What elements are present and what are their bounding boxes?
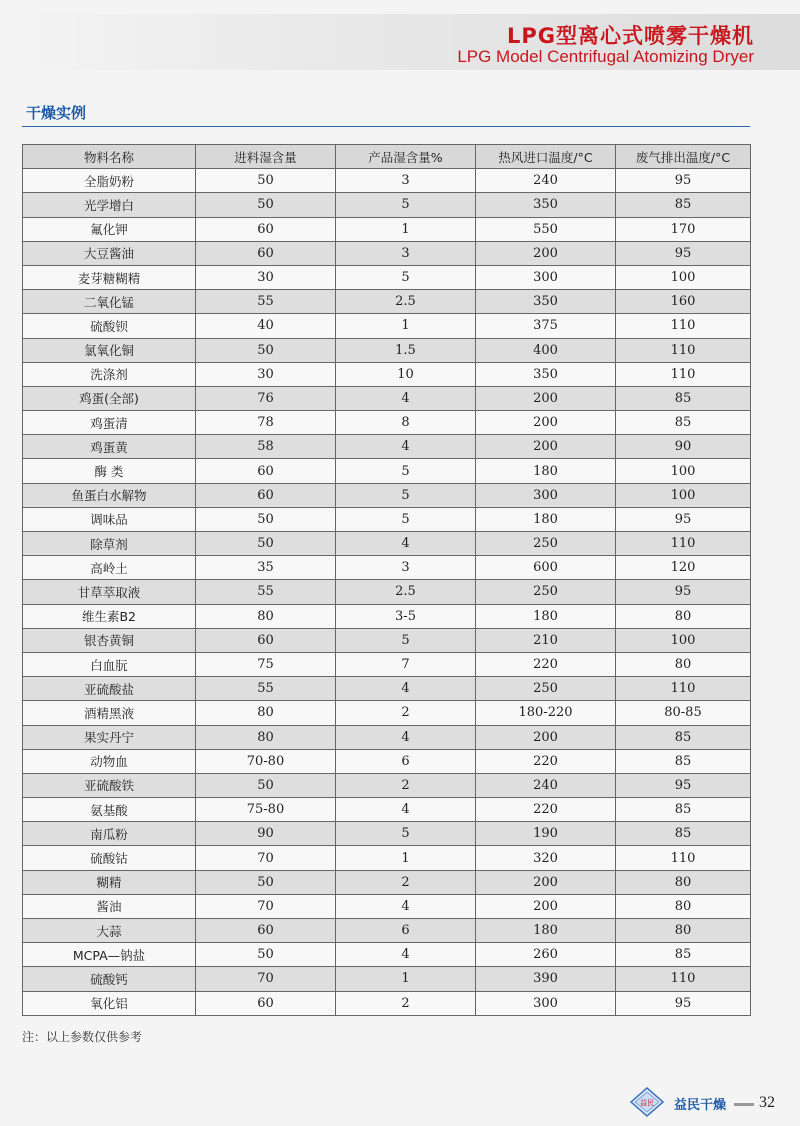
- table-cell: 350: [476, 362, 616, 386]
- material-name-cell: 动物血: [23, 749, 196, 773]
- table-row: [23, 604, 751, 628]
- page-title-cn: LPG型离心式喷雾干燥机: [506, 24, 754, 48]
- table-cell: 2.5: [336, 290, 476, 314]
- table-cell: 220: [476, 652, 616, 676]
- table-header-row: [23, 145, 751, 169]
- table-cell: 3: [336, 241, 476, 265]
- table-cell: 85: [616, 386, 751, 410]
- table-row: [23, 362, 751, 386]
- table-cell: 95: [616, 580, 751, 604]
- table-cell: 200: [476, 870, 616, 894]
- table-cell: 200: [476, 894, 616, 918]
- table-cell: 85: [616, 822, 751, 846]
- table-row: [23, 217, 751, 241]
- table-cell: 120: [616, 556, 751, 580]
- table-row: [23, 386, 751, 410]
- table-cell: 80: [616, 919, 751, 943]
- table-cell: 6: [336, 919, 476, 943]
- table-cell: 95: [616, 991, 751, 1015]
- table-cell: 110: [616, 362, 751, 386]
- table-cell: 50: [196, 773, 336, 797]
- page-title-en: LPG Model Centrifugal Atomizing Dryer: [457, 47, 754, 66]
- table-cell: 80: [196, 701, 336, 725]
- table-cell: 50: [196, 507, 336, 531]
- table-cell: 250: [476, 532, 616, 556]
- material-name-cell: MCPA—钠盐: [23, 943, 196, 967]
- table-row: [23, 943, 751, 967]
- material-name-cell: 硫酸钴: [23, 846, 196, 870]
- table-cell: 75-80: [196, 798, 336, 822]
- table-cell: 170: [616, 217, 751, 241]
- material-name-cell: 调味品: [23, 507, 196, 531]
- table-cell: 60: [196, 991, 336, 1015]
- table-body: [23, 169, 751, 1016]
- material-name-cell: 白血朊: [23, 652, 196, 676]
- material-name-cell: 鸡蛋清: [23, 411, 196, 435]
- table-cell: 240: [476, 169, 616, 193]
- table-cell: 100: [616, 483, 751, 507]
- table-cell: 85: [616, 749, 751, 773]
- table-cell: 75: [196, 652, 336, 676]
- table-cell: 4: [336, 532, 476, 556]
- table-cell: 35: [196, 556, 336, 580]
- footnote: 注：以上参数仅供参考: [22, 1030, 143, 1044]
- table-cell: 8: [336, 411, 476, 435]
- table-cell: 110: [616, 532, 751, 556]
- section-title: 干燥实例: [26, 104, 87, 122]
- table-cell: 4: [336, 435, 476, 459]
- table-cell: 85: [616, 193, 751, 217]
- table-cell: 4: [336, 943, 476, 967]
- table-cell: 55: [196, 580, 336, 604]
- table-row: [23, 532, 751, 556]
- material-name-cell: 光学增白: [23, 193, 196, 217]
- material-name-cell: 鸡蛋(全部): [23, 386, 196, 410]
- table-cell: 110: [616, 677, 751, 701]
- table-row: [23, 749, 751, 773]
- table-cell: 260: [476, 943, 616, 967]
- table-cell: 6: [336, 749, 476, 773]
- table-cell: 3: [336, 556, 476, 580]
- table-cell: 30: [196, 362, 336, 386]
- table-cell: 4: [336, 677, 476, 701]
- table-cell: 60: [196, 241, 336, 265]
- table-cell: 320: [476, 846, 616, 870]
- table-cell: 85: [616, 725, 751, 749]
- table-cell: 80: [616, 652, 751, 676]
- table-row: [23, 290, 751, 314]
- table-row: [23, 241, 751, 265]
- table-cell: 350: [476, 290, 616, 314]
- table-cell: 80: [616, 894, 751, 918]
- table-cell: 200: [476, 435, 616, 459]
- table-cell: 1: [336, 967, 476, 991]
- table-row: [23, 870, 751, 894]
- table-row: [23, 894, 751, 918]
- material-name-cell: 甘草萃取液: [23, 580, 196, 604]
- page-number: 32: [759, 1094, 775, 1111]
- table-cell: 2.5: [336, 580, 476, 604]
- table-cell: 50: [196, 943, 336, 967]
- table-cell: 80-85: [616, 701, 751, 725]
- material-name-cell: 麦芽糖糊精: [23, 265, 196, 289]
- table-cell: 7: [336, 652, 476, 676]
- table-cell: 78: [196, 411, 336, 435]
- table-cell: 60: [196, 628, 336, 652]
- table-cell: 50: [196, 870, 336, 894]
- table-cell: 3: [336, 169, 476, 193]
- table-row: [23, 725, 751, 749]
- table-cell: 85: [616, 411, 751, 435]
- table-row: [23, 677, 751, 701]
- table-cell: 1: [336, 217, 476, 241]
- section-divider: [22, 126, 750, 127]
- table-cell: 180: [476, 459, 616, 483]
- table-cell: 110: [616, 846, 751, 870]
- table-cell: 160: [616, 290, 751, 314]
- table-cell: 80: [196, 725, 336, 749]
- table-cell: 40: [196, 314, 336, 338]
- table-row: [23, 846, 751, 870]
- column-header: 进料湿含量: [196, 145, 336, 169]
- table-cell: 220: [476, 798, 616, 822]
- table-cell: 5: [336, 459, 476, 483]
- table-row: [23, 459, 751, 483]
- table-cell: 1: [336, 314, 476, 338]
- table-cell: 60: [196, 483, 336, 507]
- table-cell: 100: [616, 459, 751, 483]
- material-name-cell: 果实丹宁: [23, 725, 196, 749]
- table-row: [23, 435, 751, 459]
- table-cell: 5: [336, 193, 476, 217]
- table-row: [23, 580, 751, 604]
- table-cell: 4: [336, 386, 476, 410]
- table-cell: 4: [336, 798, 476, 822]
- material-name-cell: 鸡蛋黄: [23, 435, 196, 459]
- table-cell: 90: [616, 435, 751, 459]
- table-cell: 100: [616, 628, 751, 652]
- footer-brand: 益民干燥: [674, 1098, 727, 1113]
- table-cell: 95: [616, 507, 751, 531]
- table-cell: 200: [476, 386, 616, 410]
- table-cell: 70-80: [196, 749, 336, 773]
- table-cell: 50: [196, 169, 336, 193]
- table-cell: 390: [476, 967, 616, 991]
- material-name-cell: 亚硫酸盐: [23, 677, 196, 701]
- table-cell: 95: [616, 169, 751, 193]
- table-row: [23, 314, 751, 338]
- table-cell: 4: [336, 894, 476, 918]
- table-cell: 10: [336, 362, 476, 386]
- table-cell: 250: [476, 677, 616, 701]
- table-cell: 60: [196, 217, 336, 241]
- table-cell: 5: [336, 507, 476, 531]
- table-row: [23, 265, 751, 289]
- table-row: [23, 507, 751, 531]
- table-cell: 95: [616, 241, 751, 265]
- table-cell: 210: [476, 628, 616, 652]
- table-cell: 180-220: [476, 701, 616, 725]
- table-cell: 240: [476, 773, 616, 797]
- table-cell: 250: [476, 580, 616, 604]
- table-cell: 85: [616, 798, 751, 822]
- diamond-logo-icon: [630, 1087, 664, 1117]
- material-name-cell: 糊精: [23, 870, 196, 894]
- table-row: [23, 701, 751, 725]
- table-cell: 58: [196, 435, 336, 459]
- table-cell: 1.5: [336, 338, 476, 362]
- table-row: [23, 919, 751, 943]
- table-cell: 180: [476, 919, 616, 943]
- material-name-cell: 酒精黑液: [23, 701, 196, 725]
- table-cell: 180: [476, 604, 616, 628]
- footer-divider: [734, 1103, 754, 1106]
- table-cell: 70: [196, 846, 336, 870]
- table-row: [23, 628, 751, 652]
- table-cell: 200: [476, 411, 616, 435]
- table-row: [23, 773, 751, 797]
- table-row: [23, 169, 751, 193]
- table-cell: 85: [616, 943, 751, 967]
- table-row: [23, 991, 751, 1015]
- table-row: [23, 411, 751, 435]
- table-row: [23, 193, 751, 217]
- table-cell: 300: [476, 265, 616, 289]
- table-row: [23, 483, 751, 507]
- table-cell: 50: [196, 338, 336, 362]
- material-name-cell: 大豆酱油: [23, 241, 196, 265]
- table-row: [23, 822, 751, 846]
- material-name-cell: 洗涤剂: [23, 362, 196, 386]
- table-cell: 76: [196, 386, 336, 410]
- table-cell: 80: [616, 870, 751, 894]
- material-name-cell: 高岭土: [23, 556, 196, 580]
- material-name-cell: 氧化铝: [23, 991, 196, 1015]
- material-name-cell: 全脂奶粉: [23, 169, 196, 193]
- table-cell: 60: [196, 919, 336, 943]
- table-cell: 300: [476, 483, 616, 507]
- table-cell: 1: [336, 846, 476, 870]
- table-cell: 55: [196, 290, 336, 314]
- table-cell: 95: [616, 773, 751, 797]
- table-cell: 350: [476, 193, 616, 217]
- table-cell: 200: [476, 241, 616, 265]
- table-cell: 190: [476, 822, 616, 846]
- table-cell: 300: [476, 991, 616, 1015]
- table-cell: 2: [336, 773, 476, 797]
- table-cell: 110: [616, 314, 751, 338]
- table-cell: 80: [196, 604, 336, 628]
- material-name-cell: 酶 类: [23, 459, 196, 483]
- drying-examples-table: [22, 144, 751, 1016]
- table-cell: 50: [196, 532, 336, 556]
- table-cell: 5: [336, 483, 476, 507]
- material-name-cell: 鱼蛋白水解物: [23, 483, 196, 507]
- table-cell: 3-5: [336, 604, 476, 628]
- table-cell: 400: [476, 338, 616, 362]
- material-name-cell: 氯氧化铜: [23, 338, 196, 362]
- table-cell: 30: [196, 265, 336, 289]
- table-cell: 2: [336, 701, 476, 725]
- table-cell: 55: [196, 677, 336, 701]
- table-cell: 600: [476, 556, 616, 580]
- table-row: [23, 967, 751, 991]
- table-cell: 4: [336, 725, 476, 749]
- table-cell: 5: [336, 822, 476, 846]
- table-cell: 100: [616, 265, 751, 289]
- table-cell: 220: [476, 749, 616, 773]
- table-cell: 80: [616, 604, 751, 628]
- table-row: [23, 556, 751, 580]
- table-cell: 70: [196, 967, 336, 991]
- table-cell: 2: [336, 870, 476, 894]
- column-header: 热风进口温度/°C: [476, 145, 616, 169]
- material-name-cell: 硫酸钡: [23, 314, 196, 338]
- table-cell: 90: [196, 822, 336, 846]
- table-cell: 2: [336, 991, 476, 1015]
- material-name-cell: 氨基酸: [23, 798, 196, 822]
- table-cell: 5: [336, 628, 476, 652]
- table-cell: 180: [476, 507, 616, 531]
- column-header: 物料名称: [23, 145, 196, 169]
- column-header: 产品湿含量%: [336, 145, 476, 169]
- table-cell: 70: [196, 894, 336, 918]
- logo-text: 益民: [640, 1099, 654, 1107]
- material-name-cell: 除草剂: [23, 532, 196, 556]
- column-header: 废气排出温度/°C: [616, 145, 751, 169]
- material-name-cell: 维生素B2: [23, 604, 196, 628]
- material-name-cell: 酱油: [23, 894, 196, 918]
- table-cell: 375: [476, 314, 616, 338]
- table-row: [23, 652, 751, 676]
- material-name-cell: 银杏黄铜: [23, 628, 196, 652]
- table-cell: 50: [196, 193, 336, 217]
- table-cell: 110: [616, 338, 751, 362]
- table-cell: 550: [476, 217, 616, 241]
- table-row: [23, 798, 751, 822]
- material-name-cell: 二氧化锰: [23, 290, 196, 314]
- table-cell: 110: [616, 967, 751, 991]
- table-cell: 5: [336, 265, 476, 289]
- material-name-cell: 大蒜: [23, 919, 196, 943]
- table-row: [23, 338, 751, 362]
- table-cell: 60: [196, 459, 336, 483]
- table-cell: 200: [476, 725, 616, 749]
- material-name-cell: 亚硫酸铁: [23, 773, 196, 797]
- material-name-cell: 氟化钾: [23, 217, 196, 241]
- material-name-cell: 硫酸钙: [23, 967, 196, 991]
- material-name-cell: 南瓜粉: [23, 822, 196, 846]
